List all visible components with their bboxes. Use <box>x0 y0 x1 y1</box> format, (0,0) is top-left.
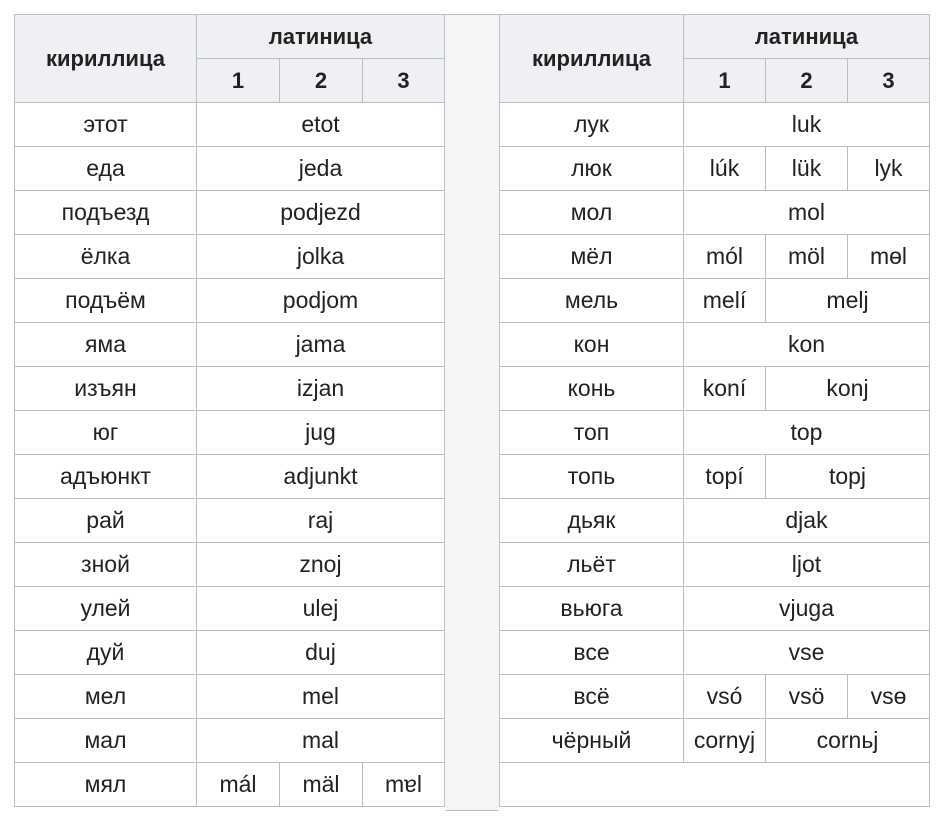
header-cyrillic: кириллица <box>500 15 684 103</box>
right-transliteration-table <box>499 14 930 807</box>
cyrillic-cell: конь <box>500 367 684 411</box>
table-row <box>500 279 930 323</box>
cyrillic-cell: мал <box>15 719 197 763</box>
table-row <box>500 587 930 631</box>
table-row <box>15 543 445 587</box>
latin-cell: lyk <box>848 147 930 191</box>
cyrillic-cell: этот <box>15 103 197 147</box>
table-row <box>15 455 445 499</box>
cyrillic-cell: мел <box>15 675 197 719</box>
table-row <box>500 675 930 719</box>
cyrillic-cell: вьюга <box>500 587 684 631</box>
latin-cell: mól <box>684 235 766 279</box>
cyrillic-cell: лук <box>500 103 684 147</box>
cyrillic-cell: дуй <box>15 631 197 675</box>
empty-cell <box>500 763 684 807</box>
latin-cell: cornьj <box>766 719 930 763</box>
latin-cell: vjuga <box>684 587 930 631</box>
table-row <box>500 499 930 543</box>
table-row <box>15 587 445 631</box>
cyrillic-cell: подъезд <box>15 191 197 235</box>
table-row <box>15 235 445 279</box>
latin-cell: ulej <box>197 587 445 631</box>
cyrillic-cell: мёл <box>500 235 684 279</box>
cyrillic-cell: адъюнкт <box>15 455 197 499</box>
latin-cell: duj <box>197 631 445 675</box>
latin-cell: znoj <box>197 543 445 587</box>
latin-cell: konj <box>766 367 930 411</box>
empty-cell <box>684 763 930 807</box>
latin-cell: jug <box>197 411 445 455</box>
cyrillic-cell: чёрный <box>500 719 684 763</box>
latin-cell: topí <box>684 455 766 499</box>
cyrillic-cell: изъян <box>15 367 197 411</box>
latin-cell: jama <box>197 323 445 367</box>
latin-cell: podjom <box>197 279 445 323</box>
cyrillic-cell: льёт <box>500 543 684 587</box>
cyrillic-cell: мол <box>500 191 684 235</box>
latin-cell: djak <box>684 499 930 543</box>
latin-cell: vsö <box>766 675 848 719</box>
left-transliteration-table <box>14 14 445 807</box>
latin-cell: vsɵ <box>848 675 930 719</box>
table-row <box>500 631 930 675</box>
latin-cell: cornyj <box>684 719 766 763</box>
table-gap <box>445 14 499 811</box>
table-row <box>500 543 930 587</box>
cyrillic-cell: все <box>500 631 684 675</box>
table-row <box>500 411 930 455</box>
latin-cell: izjan <box>197 367 445 411</box>
latin-cell: koní <box>684 367 766 411</box>
cyrillic-cell: ёлка <box>15 235 197 279</box>
header-variant-3: 3 <box>363 59 445 103</box>
table-row <box>15 499 445 543</box>
latin-cell: mɵl <box>848 235 930 279</box>
table-row <box>15 147 445 191</box>
cyrillic-cell: рай <box>15 499 197 543</box>
latin-cell: etot <box>197 103 445 147</box>
latin-cell: jolka <box>197 235 445 279</box>
header-variant-2: 2 <box>280 59 363 103</box>
table-row <box>15 191 445 235</box>
table-row <box>15 675 445 719</box>
header-variant-2: 2 <box>766 59 848 103</box>
empty-row <box>500 763 930 807</box>
latin-cell: kon <box>684 323 930 367</box>
latin-cell: mɐl <box>363 763 445 807</box>
latin-cell: lúk <box>684 147 766 191</box>
table-row <box>15 719 445 763</box>
latin-cell: luk <box>684 103 930 147</box>
latin-cell: podjezd <box>197 191 445 235</box>
header-variant-1: 1 <box>684 59 766 103</box>
cyrillic-cell: люк <box>500 147 684 191</box>
cyrillic-cell: дьяк <box>500 499 684 543</box>
table-row <box>15 763 445 807</box>
table-row <box>15 631 445 675</box>
cyrillic-cell: всё <box>500 675 684 719</box>
latin-cell: ljot <box>684 543 930 587</box>
latin-cell: mäl <box>280 763 363 807</box>
header-latin: латиница <box>197 15 445 59</box>
table-row <box>15 411 445 455</box>
latin-cell: top <box>684 411 930 455</box>
cyrillic-cell: зной <box>15 543 197 587</box>
latin-cell: adjunkt <box>197 455 445 499</box>
cyrillic-cell: кон <box>500 323 684 367</box>
latin-cell: mel <box>197 675 445 719</box>
cyrillic-cell: топь <box>500 455 684 499</box>
latin-cell: vse <box>684 631 930 675</box>
table-row <box>500 147 930 191</box>
table-row <box>500 191 930 235</box>
latin-cell: vsó <box>684 675 766 719</box>
header-variant-3: 3 <box>848 59 930 103</box>
table-row <box>500 367 930 411</box>
cyrillic-cell: еда <box>15 147 197 191</box>
latin-cell: möl <box>766 235 848 279</box>
table-row <box>500 323 930 367</box>
table-row <box>15 323 445 367</box>
header-variant-1: 1 <box>197 59 280 103</box>
latin-cell: mál <box>197 763 280 807</box>
latin-cell: melj <box>766 279 930 323</box>
latin-cell: topj <box>766 455 930 499</box>
table-row <box>500 103 930 147</box>
cyrillic-cell: юг <box>15 411 197 455</box>
cyrillic-cell: топ <box>500 411 684 455</box>
latin-cell: melí <box>684 279 766 323</box>
table-row <box>15 103 445 147</box>
latin-cell: mal <box>197 719 445 763</box>
cyrillic-cell: яма <box>15 323 197 367</box>
latin-cell: jeda <box>197 147 445 191</box>
table-row <box>15 279 445 323</box>
latin-cell: mol <box>684 191 930 235</box>
table-row <box>500 235 930 279</box>
table-row <box>500 719 930 763</box>
cyrillic-cell: мель <box>500 279 684 323</box>
header-cyrillic: кириллица <box>15 15 197 103</box>
header-latin: латиница <box>684 15 930 59</box>
cyrillic-cell: подъём <box>15 279 197 323</box>
table-row <box>500 455 930 499</box>
latin-cell: raj <box>197 499 445 543</box>
cyrillic-cell: улей <box>15 587 197 631</box>
cyrillic-cell: мял <box>15 763 197 807</box>
table-row <box>15 367 445 411</box>
latin-cell: lük <box>766 147 848 191</box>
